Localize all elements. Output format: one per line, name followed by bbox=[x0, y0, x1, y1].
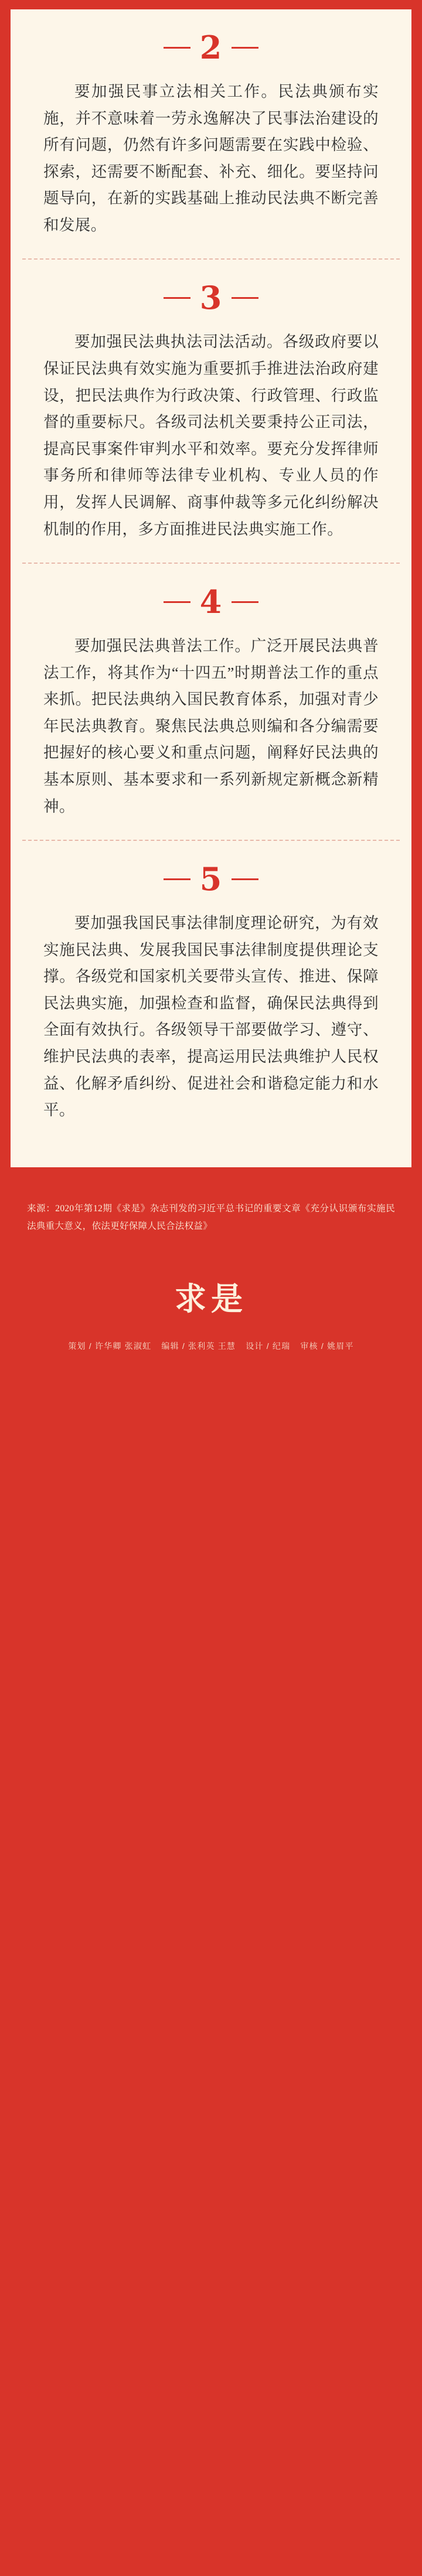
source-block bbox=[0, 1173, 422, 1250]
rule-left bbox=[164, 297, 190, 299]
rule-right bbox=[232, 878, 258, 880]
rule-right bbox=[232, 47, 258, 49]
section-number: 2 bbox=[199, 29, 223, 66]
logo-text: 求是 bbox=[175, 1280, 247, 1318]
section-number: 3 bbox=[199, 279, 223, 317]
qiushi-logo bbox=[0, 1250, 422, 1330]
rule-right bbox=[232, 297, 258, 299]
section-body: 要加强我国民事法律制度理论研究，为有效实施民法典、发展我国民事法律制度提供理论支撑。各级党和国家机关要带头宣传、推进、保障民法典实施，加强检查和监督，确保民法典得到全面有效执行。各级领导干部要做学习、遵守、维护民法典的表率，提高运用民法典维护人民权益、化解矛盾纠纷、促进社会和谐稳定能力和水平。 bbox=[43, 914, 379, 1119]
bottom-spacer bbox=[0, 1167, 422, 1173]
section-4 bbox=[11, 564, 411, 840]
credit-designer: 设计 / 纪瑞 bbox=[246, 1341, 291, 1351]
rule-left bbox=[164, 601, 190, 603]
section-number-group bbox=[43, 860, 379, 898]
section-body: 要加强民事立法相关工作。民法典颁布实施，并不意味着一劳永逸解决了民事法治建设的所有问题，仍然有许多问题需要在实践中检验、探索，还需要不断配套、补充、细化。要坚持问题导向，在新的实践基础上推动民法典不断完善和发展。 bbox=[43, 83, 379, 234]
source-text: 来源：2020年第12期《求是》杂志刊发的习近平总书记的重要文章《充分认识颁布实施民法典重大意义，依法更好保障人民合法权益》 bbox=[27, 1203, 395, 1231]
top-spacer bbox=[0, 0, 422, 9]
rule-left bbox=[164, 878, 190, 880]
credits bbox=[0, 1330, 422, 1372]
section-body: 要加强民法典普法工作。广泛开展民法典普法工作，将其作为“十四五”时期普法工作的重点来抓。把民法典纳入国民教育体系，加强对青少年民法典教育。聚焦民法典总则编和各分编需要把握好的核心要义和重点问题，阐释好民法典的基本原则、基本要求和一系列新规定新概念新精神。 bbox=[43, 637, 379, 815]
section-number-group bbox=[43, 29, 379, 66]
credit-planner: 策划 / 许华卿 张淑虹 bbox=[68, 1341, 152, 1351]
section-number-group bbox=[43, 583, 379, 621]
credit-editor: 编辑 / 张利英 王慧 bbox=[161, 1341, 236, 1351]
section-5 bbox=[11, 841, 411, 1144]
section-3 bbox=[11, 260, 411, 563]
section-body: 要加强民法典执法司法活动。各级政府要以保证民法典有效实施为重要抓手推进法治政府建设，把民法典作为行政决策、行政管理、行政监督的重要标尺。各级司法机关要秉持公正司法，提高民事案件审判水平和效率。要充分发挥律师事务所和律师等法律专业机构、专业人员的作用，发挥人民调解、商事仲裁等多元化纠纷解决机制的作用，多方面推进民法典实施工作。 bbox=[43, 333, 379, 538]
content-card bbox=[11, 9, 411, 1167]
rule-left bbox=[164, 47, 190, 49]
section-2 bbox=[11, 9, 411, 258]
section-number-group bbox=[43, 279, 379, 317]
credit-reviewer: 审核 / 姚眉平 bbox=[300, 1341, 354, 1351]
section-number: 5 bbox=[199, 860, 223, 898]
section-number: 4 bbox=[199, 583, 223, 621]
rule-right bbox=[232, 601, 258, 603]
